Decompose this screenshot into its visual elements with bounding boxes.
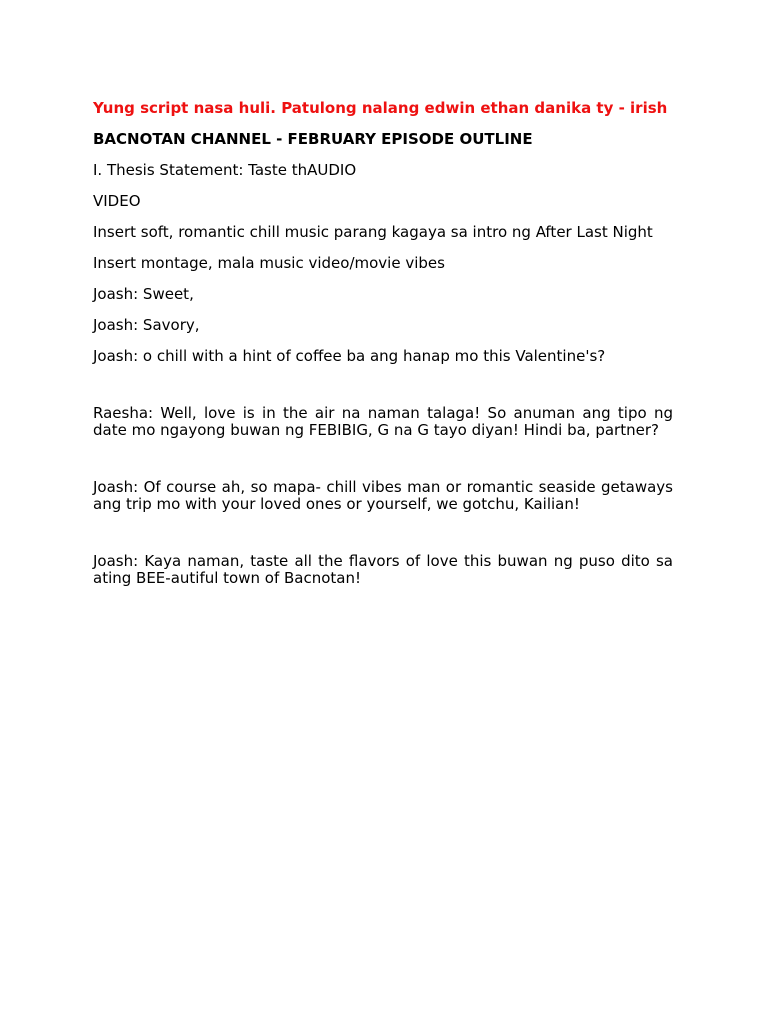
montage-direction-line: Insert montage, mala music video/movie vibes xyxy=(93,254,445,272)
script-line-joash-of-course: Joash: Of course ah, so mapa- chill vibes man or romantic seaside getaways ang trip mo with your loved ones or yourself, we gotchu, Kailian! xyxy=(93,478,673,513)
script-line-joash-savory: Joash: Savory, xyxy=(93,316,200,334)
script-line-joash-kaya-naman: Joash: Kaya naman, taste all the flavors of love this buwan ng puso dito sa ating BEE-autiful town of Bacnotan! xyxy=(93,552,673,587)
script-line-joash-chill: Joash: o chill with a hint of coffee ba ang hanap mo this Valentine's? xyxy=(93,347,606,365)
episode-outline-title: BACNOTAN CHANNEL - FEBRUARY EPISODE OUTLINE xyxy=(93,130,533,148)
document-body xyxy=(93,100,673,601)
thesis-statement-line: I. Thesis Statement: Taste thAUDIO xyxy=(93,161,357,179)
video-heading-line: VIDEO xyxy=(93,192,141,210)
red-note: Yung script nasa huli. Patulong nalang edwin ethan danika ty - irish xyxy=(93,99,668,117)
script-line-raesha: Raesha: Well, love is in the air na naman talaga! So anuman ang tipo ng date mo ngayong buwan ng FEBIBIG, G na G tayo diyan! Hindi ba, partner? xyxy=(93,404,673,439)
script-line-joash-sweet: Joash: Sweet, xyxy=(93,285,194,303)
music-direction-line: Insert soft, romantic chill music parang kagaya sa intro ng After Last Night xyxy=(93,223,653,241)
